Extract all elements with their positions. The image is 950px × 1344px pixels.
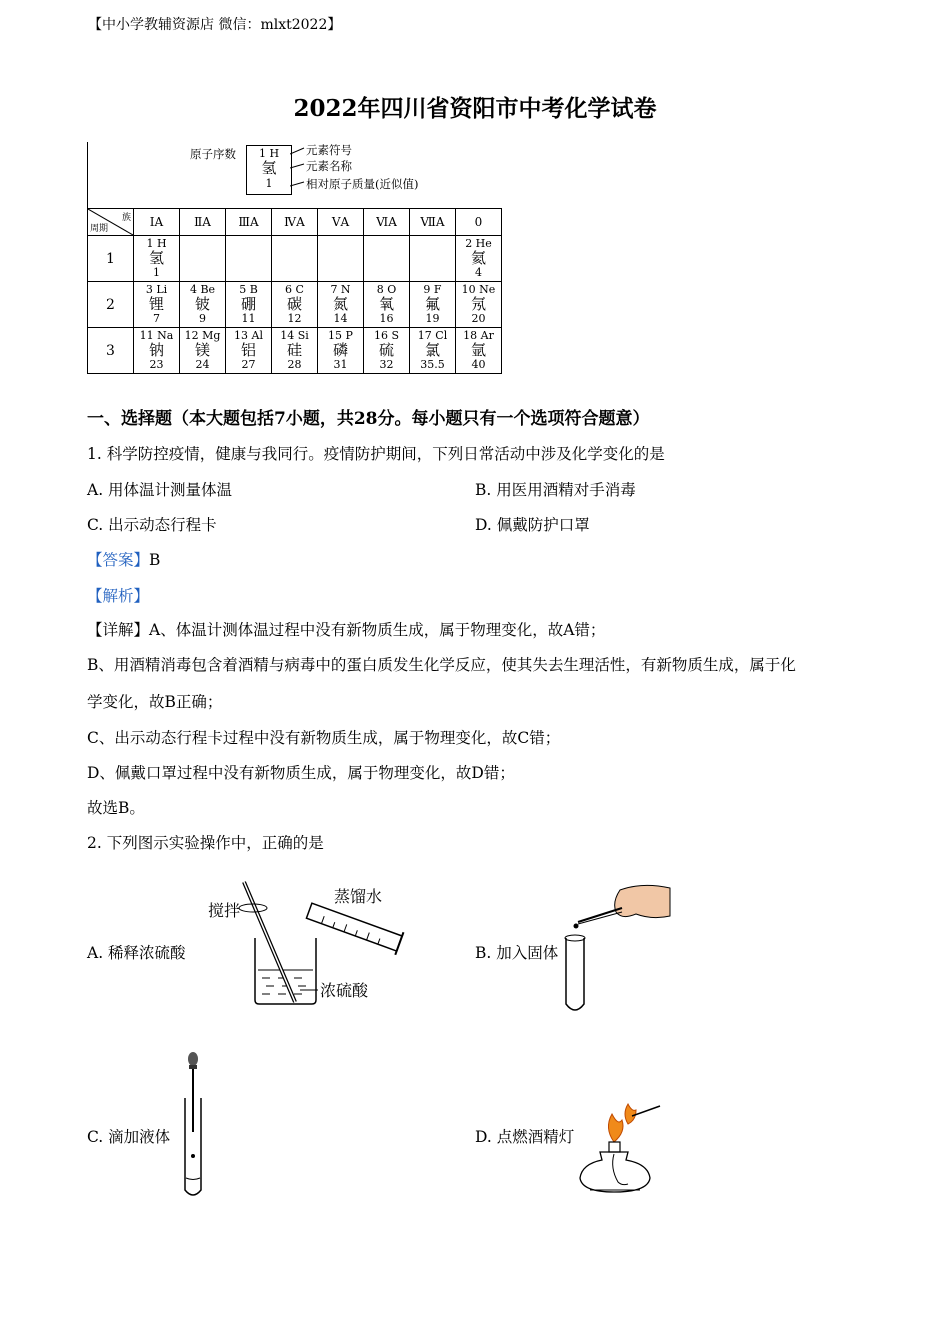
element-name: 磷	[332, 341, 348, 359]
element-mass: 24	[195, 358, 210, 371]
table-row	[88, 282, 502, 328]
element-mass: 11	[241, 312, 256, 325]
element-number-symbol: 17 Cl	[417, 329, 448, 342]
element-number-symbol: 1 H	[146, 237, 167, 250]
element-name: 钠	[148, 341, 164, 359]
element-number-symbol: 4 Be	[189, 283, 216, 296]
element-cell	[318, 328, 364, 374]
legend-box-mid: 氢	[261, 159, 277, 177]
q2-option-b: B. 加入固体	[475, 944, 559, 962]
element-cell	[134, 236, 180, 282]
element-mass: 32	[379, 358, 394, 371]
legend-mass: 相对原子质量(近似值)	[306, 177, 419, 191]
page-header: 【中小学教辅资源店 微信：mlxt2022】	[88, 17, 342, 33]
detail-line-6: 故选B。	[87, 799, 145, 817]
element-mass: 16	[379, 312, 394, 325]
element-cell	[318, 282, 364, 328]
add-solid-figure	[556, 880, 676, 1022]
element-mass: 9	[199, 312, 206, 325]
element-mass: 12	[287, 312, 302, 325]
element-cell	[410, 328, 456, 374]
q1-option-c: C. 出示动态行程卡	[87, 516, 217, 534]
group-header: ⅤA	[318, 209, 364, 236]
dilute-acid-figure	[200, 878, 410, 1008]
q2-option-c: C. 滴加液体	[87, 1128, 171, 1146]
stir-label: 搅拌	[208, 901, 241, 920]
legend-box-top: 1 H	[258, 147, 280, 160]
element-cell	[226, 282, 272, 328]
element-mass: 31	[333, 358, 348, 371]
group-header: ⅠA	[134, 209, 180, 236]
element-number-symbol: 10 Ne	[461, 283, 496, 296]
element-cell	[456, 236, 502, 282]
element-number-symbol: 5 B	[239, 283, 258, 296]
element-number-symbol: 3 Li	[145, 283, 168, 296]
element-cell	[364, 328, 410, 374]
group-header: ⅣA	[272, 209, 318, 236]
element-cell	[272, 328, 318, 374]
element-mass: 35.5	[420, 358, 445, 371]
element-name: 氖	[470, 295, 486, 313]
element-name: 铝	[240, 341, 256, 359]
group-header: ⅥA	[364, 209, 410, 236]
element-mass: 14	[333, 312, 348, 325]
element-mass: 20	[471, 312, 486, 325]
element-name: 氢	[148, 249, 164, 267]
corner-group-label: 族	[121, 213, 131, 223]
element-cell	[180, 328, 226, 374]
corner-period-label: 周期	[90, 224, 109, 234]
element-mass: 4	[475, 266, 482, 279]
element-name: 碳	[286, 295, 302, 313]
empty-cell	[226, 236, 272, 282]
detail-line-1	[87, 618, 605, 640]
empty-cell	[364, 236, 410, 282]
element-name: 氦	[470, 249, 486, 267]
element-cell	[134, 328, 180, 374]
alcohol-lamp-figure	[578, 1098, 668, 1198]
element-name: 氩	[470, 341, 486, 359]
detail-line-3: 学变化，故B正确；	[87, 693, 223, 711]
water-label: 蒸馏水	[334, 887, 383, 906]
element-number-symbol: 9 F	[423, 283, 442, 296]
q2-stem: 2. 下列图示实验操作中，正确的是	[87, 834, 324, 852]
element-number-symbol: 6 C	[285, 283, 304, 296]
detail-text-1: A、体温计测体温过程中没有新物质生成，属于物理变化，故A错；	[149, 621, 606, 639]
element-number-symbol: 8 O	[376, 283, 397, 296]
detail-line-5: D、佩戴口罩过程中没有新物质生成，属于物理变化，故D错；	[87, 764, 515, 782]
empty-cell	[180, 236, 226, 282]
q1-option-b: B. 用医用酒精对手消毒	[475, 481, 636, 499]
element-name: 硼	[240, 295, 256, 313]
element-number-symbol: 13 Al	[234, 329, 263, 342]
element-mass: 40	[471, 358, 486, 371]
element-name: 锂	[148, 295, 164, 313]
table-corner	[88, 209, 134, 236]
element-number-symbol: 14 Si	[280, 329, 309, 342]
q1-answer	[87, 548, 160, 570]
legend-name: 元素名称	[306, 159, 352, 173]
legend-atomic-number: 原子序数	[190, 147, 236, 161]
element-cell	[364, 282, 410, 328]
element-cell	[410, 282, 456, 328]
group-header: ⅡA	[180, 209, 226, 236]
element-number-symbol: 12 Mg	[184, 329, 221, 342]
legend-box-bot: 1	[265, 177, 273, 190]
element-cell	[456, 282, 502, 328]
detail-line-2: B、用酒精消毒包含着酒精与病毒中的蛋白质发生化学反应，使其失去生理活性，有新物质生成，属于化	[87, 656, 796, 674]
empty-cell	[318, 236, 364, 282]
element-cell	[180, 282, 226, 328]
group-header: 0	[456, 209, 502, 236]
element-cell	[226, 328, 272, 374]
section-title: 一、选择题（本大题包括7小题，共28分。每小题只有一个选项符合题意）	[87, 409, 650, 429]
element-mass: 1	[153, 266, 160, 279]
q1-option-a: A. 用体温计测量体温	[87, 481, 233, 499]
element-number-symbol: 11 Na	[139, 329, 174, 342]
group-header: ⅦA	[410, 209, 456, 236]
element-name: 氮	[332, 295, 348, 313]
answer-label: 【答案】	[87, 551, 150, 569]
detail-label: 【详解】	[87, 621, 150, 639]
legend-symbol: 元素符号	[306, 143, 352, 157]
element-number-symbol: 2 He	[465, 237, 492, 250]
answer-value: B	[149, 551, 161, 569]
element-name: 铍	[194, 295, 210, 313]
q2-option-d: D. 点燃酒精灯	[475, 1128, 575, 1146]
legend-box	[246, 145, 292, 195]
element-mass: 7	[153, 312, 160, 325]
element-cell	[272, 282, 318, 328]
element-number-symbol: 16 S	[373, 329, 400, 342]
table-row	[88, 328, 502, 374]
element-name: 硫	[378, 341, 394, 359]
element-name: 镁	[194, 341, 210, 359]
q1-stem: 1. 科学防控疫情，健康与我同行。疫情防护期间，下列日常活动中涉及化学变化的是	[87, 445, 665, 463]
period-number: 3	[88, 328, 134, 374]
group-header: ⅢA	[226, 209, 272, 236]
element-mass: 23	[149, 358, 164, 371]
element-cell	[456, 328, 502, 374]
element-number-symbol: 7 N	[330, 283, 351, 296]
element-name: 氟	[424, 295, 440, 313]
q2-option-a: A. 稀释浓硫酸	[87, 944, 186, 962]
element-name: 硅	[286, 341, 302, 359]
periodic-table	[87, 208, 502, 374]
empty-cell	[410, 236, 456, 282]
period-number: 2	[88, 282, 134, 328]
legend-divider	[87, 142, 88, 208]
element-cell	[134, 282, 180, 328]
period-number: 1	[88, 236, 134, 282]
add-liquid-figure	[176, 1050, 216, 1200]
element-name: 氧	[378, 295, 394, 313]
element-legend	[190, 142, 430, 202]
detail-line-4: C、出示动态行程卡过程中没有新物质生成，属于物理变化，故C错；	[87, 729, 561, 747]
empty-cell	[272, 236, 318, 282]
page-title: 2022年四川省资阳市中考化学试卷	[293, 95, 657, 122]
element-mass: 28	[287, 358, 302, 371]
acid-label: 浓硫酸	[320, 981, 369, 1000]
element-name: 氯	[424, 341, 440, 359]
element-number-symbol: 15 P	[328, 329, 353, 342]
element-mass: 19	[425, 312, 440, 325]
element-mass: 27	[241, 358, 256, 371]
table-row	[88, 236, 502, 282]
analysis-label: 【解析】	[87, 587, 150, 605]
element-number-symbol: 18 Ar	[463, 329, 494, 342]
q1-option-d: D. 佩戴防护口罩	[475, 516, 590, 534]
